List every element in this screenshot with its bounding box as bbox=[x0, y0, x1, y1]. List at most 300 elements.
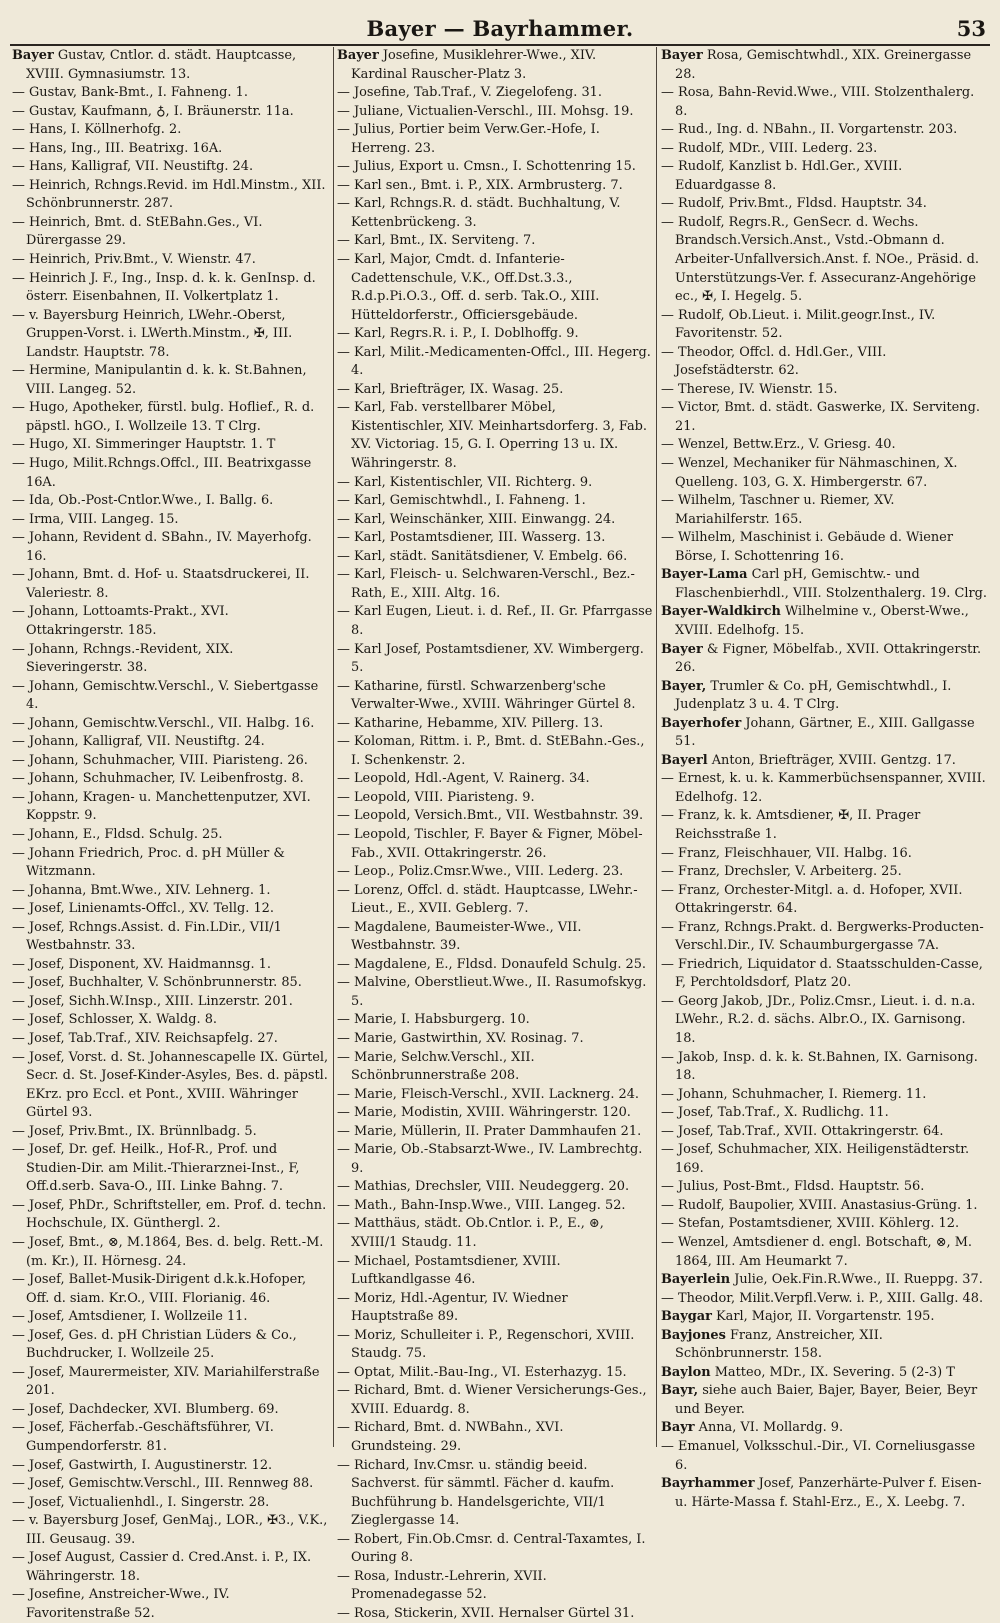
entry-text: Josef August, Cassier d. Cred.Anst. i. P., IX. Währingerstr. 18. bbox=[26, 1550, 316, 1584]
directory-entry bbox=[661, 381, 989, 400]
entry-text: Karl, Gemischtwhdl., I. Fahneng. 1. bbox=[354, 493, 586, 509]
directory-entry bbox=[337, 1290, 653, 1327]
directory-entry bbox=[12, 956, 330, 975]
directory-entry bbox=[661, 715, 989, 752]
entry-text: Georg Jakob, JDr., Poliz.Cmsr., Lieut. i. d. n.a. LWehr., R.2. d. sächs. Albr.O., IX. Garnisong. 18. bbox=[675, 993, 980, 1046]
entry-text: Josef, Bmt., ⊗, M.1864, Bes. d. belg. Rett.-M. (m. Kr.), II. Hörnesg. 24. bbox=[26, 1235, 328, 1269]
directory-entry bbox=[337, 1327, 653, 1364]
entry-text: Johann, Gemischtw.Verschl., V. Siebertgasse 4. bbox=[26, 678, 323, 713]
entry-text: Leopold, Hdl.-Agent, V. Rainerg. 34. bbox=[354, 771, 590, 787]
entry-text: Mathias, Drechsler, VIII. Neudeggerg. 20. bbox=[354, 1179, 630, 1195]
entry-text: Heinrich, Rchngs.Revid. im Hdl.Minstm., XII. Schönbrunnerstr. 287. bbox=[26, 177, 330, 212]
entry-text: Therese, IV. Wienstr. 15. bbox=[678, 381, 838, 397]
entry-text: Johann, Kalligraf, VII. Neustiftg. 24. bbox=[29, 734, 265, 750]
entry-text: Johann, Schuhmacher, I. Riemerg. 11. bbox=[678, 1086, 927, 1102]
entry-text: Josef, Fächerfab.-Geschäftsführer, VI. Gumpendorferstr. 81. bbox=[26, 1420, 278, 1455]
directory-entry bbox=[661, 1123, 989, 1142]
directory-entry bbox=[12, 641, 330, 678]
directory-entry bbox=[12, 1197, 330, 1234]
directory-entry bbox=[12, 566, 330, 603]
entry-text: Michael, Postamtsdiener, XVIII. Luftkandlgasse 46. bbox=[351, 1253, 565, 1288]
directory-entry bbox=[337, 826, 653, 863]
directory-entry bbox=[12, 399, 330, 436]
entry-text: Johann, Kragen- u. Manchettenputzer, XVI. Koppstr. 9. bbox=[26, 789, 315, 824]
directory-entry bbox=[661, 1290, 989, 1309]
entry-text: Emanuel, Volksschul.-Dir., VI. Corneliusgasse 6. bbox=[675, 1439, 980, 1473]
entry-text: Karl, Major, Cmdt. d. Infanterie-Cadettenschule, V.K., Off.Dst.3.3., R.d.p.Pi.O.3., Off. d. serb. Tak.O., XIII. Hütteldorferstr., Officiersgebäude. bbox=[351, 252, 604, 323]
directory-entry bbox=[661, 603, 989, 640]
entry-text: Wenzel, Mechaniker für Nähmaschinen, X. Quelleng. 103, G. X. Himbergerstr. 67. bbox=[675, 456, 962, 490]
entry-text: Rosa, Bahn-Revid.Wwe., VIII. Stolzenthalerg. 8. bbox=[675, 85, 979, 119]
directory-entry bbox=[337, 511, 653, 530]
directory-entry bbox=[337, 1457, 653, 1531]
entry-text: Karl, Bmt., IX. Serviteng. 7. bbox=[354, 233, 536, 249]
entry-surname: Bayer-Lama bbox=[661, 567, 748, 583]
directory-entry bbox=[661, 1178, 989, 1197]
entry-text: Victor, Bmt. d. städt. Gaswerke, IX. Serviteng. 21. bbox=[675, 400, 985, 434]
entry-text: Gustav, Kaufmann, ♁, I. Bräunerstr. 11a. bbox=[29, 103, 294, 119]
directory-entry bbox=[337, 1011, 653, 1030]
directory-entry bbox=[337, 715, 653, 734]
directory-entry bbox=[337, 566, 653, 603]
directory-entry bbox=[12, 715, 330, 734]
entry-text: Ida, Ob.-Post-Cntlor.Wwe., I. Ballg. 6. bbox=[29, 493, 274, 509]
entry-text: Josef, Dachdecker, XVI. Blumberg. 69. bbox=[29, 1401, 279, 1417]
entry-text: Anton, Briefträger, XVIII. Gentzg. 17. bbox=[707, 752, 956, 768]
entry-text: Jakob, Insp. d. k. k. St.Bahnen, IX. Garnisong. 18. bbox=[675, 1049, 982, 1084]
entry-text: Marie, Selchw.Verschl., XII. Schönbrunnerstraße 208. bbox=[351, 1049, 539, 1084]
entry-text: Rosa, Stickerin, XVII. Hernalser Gürtel 31. bbox=[354, 1605, 635, 1621]
entry-surname: Bayerl bbox=[661, 752, 708, 768]
entry-text: Josef, Priv.Bmt., IX. Brünnlbadg. 5. bbox=[29, 1123, 257, 1139]
entry-text: Karl, Weinschänker, XIII. Einwangg. 24. bbox=[354, 511, 616, 527]
entry-text: Johann Friedrich, Proc. d. pH Müller & Witzmann. bbox=[26, 845, 289, 880]
directory-entry bbox=[12, 529, 330, 566]
entry-text: Josef, Gemischtw.Verschl., III. Rennweg 88. bbox=[29, 1476, 314, 1492]
directory-entry bbox=[12, 47, 330, 84]
directory-entry bbox=[337, 789, 653, 808]
directory-entry bbox=[661, 1049, 989, 1086]
directory-entry bbox=[661, 140, 989, 159]
entry-text: Wilhelm, Taschner u. Riemer, XV. Mariahilferstr. 165. bbox=[675, 493, 899, 527]
directory-entry bbox=[12, 1011, 330, 1030]
directory-entry bbox=[337, 770, 653, 789]
entry-text: Josef, Disponent, XV. Haidmannsg. 1. bbox=[29, 956, 271, 972]
entry-text: Josef, Rchngs.Assist. d. Fin.LDir., VII/1 Westbahnstr. 33. bbox=[26, 919, 286, 954]
directory-entry bbox=[337, 399, 653, 473]
directory-entry bbox=[12, 900, 330, 919]
directory-entry bbox=[337, 325, 653, 344]
entry-text: Rudolf, Ob.Lieut. i. Milit.geogr.Inst., IV. Favoritenstr. 52. bbox=[675, 307, 940, 342]
entry-text: Franz, Rchngs.Prakt. d. Bergwerks-Producten-Verschl.Dir., IV. Schaumburgergasse 7A. bbox=[675, 919, 984, 954]
directory-entry bbox=[337, 251, 653, 325]
entry-surname: Bayer-Waldkirch bbox=[661, 604, 781, 620]
directory-entry bbox=[337, 232, 653, 251]
column-1 bbox=[12, 47, 333, 1621]
directory-entry bbox=[661, 1438, 989, 1475]
directory-entry bbox=[337, 158, 653, 177]
directory-entry bbox=[12, 789, 330, 826]
directory-entry bbox=[12, 436, 330, 455]
entry-text: Johann, Gärtner, E., XIII. Gallgasse 51. bbox=[675, 715, 979, 750]
entry-text: Hugo, XI. Simmeringer Hauptstr. 1. T bbox=[29, 437, 276, 453]
directory-entry bbox=[12, 270, 330, 307]
entry-text: Math., Bahn-Insp.Wwe., VIII. Langeg. 52. bbox=[354, 1197, 626, 1213]
entry-text: Lorenz, Offcl. d. städt. Hauptcasse, LWehr.-Lieut., E., XVII. Geblerg. 7. bbox=[351, 882, 638, 917]
directory-entry bbox=[12, 678, 330, 715]
entry-text: Leopold, Versich.Bmt., VII. Westbahnstr. 39. bbox=[354, 808, 644, 824]
directory-entry bbox=[337, 84, 653, 103]
entry-text: Leop., Poliz.Cmsr.Wwe., VIII. Lederg. 23. bbox=[354, 864, 624, 880]
directory-entry bbox=[12, 1364, 330, 1401]
entry-text: Josefine, Musiklehrer-Wwe., XIV. Kardinal Rauscher-Platz 3. bbox=[351, 48, 601, 82]
directory-entry bbox=[661, 492, 989, 529]
entry-text: Josef, Buchhalter, V. Schönbrunnerstr. 85. bbox=[29, 975, 302, 991]
directory-entry bbox=[661, 436, 989, 455]
entry-text: Josef, Sichh.W.Insp., XIII. Linzerstr. 201. bbox=[29, 993, 293, 1009]
entry-surname: Baylon bbox=[661, 1364, 711, 1380]
entry-text: Karl Josef, Postamtsdiener, XV. Wimbergerg. 5. bbox=[351, 641, 649, 676]
entry-text: Hugo, Apotheker, fürstl. bulg. Hoflief., R. d. päpstl. hGO., I. Wollzeile 13. T Clrg. bbox=[26, 400, 319, 434]
column-divider bbox=[656, 47, 657, 1447]
entry-text: Karl, städt. Sanitätsdiener, V. Embelg. 66. bbox=[354, 548, 628, 564]
entry-text: Josef, PhDr., Schriftsteller, em. Prof. d. techn. Hochschule, IX. Günthergl. 2. bbox=[26, 1197, 331, 1232]
directory-entry bbox=[337, 1382, 653, 1419]
directory-entry bbox=[661, 1364, 989, 1383]
directory-entry bbox=[12, 511, 330, 530]
entry-text: Karl, Briefträger, IX. Wasag. 25. bbox=[354, 381, 564, 397]
entry-text: Rudolf, Kanzlist b. Hdl.Ger., XVIII. Eduardgasse 8. bbox=[675, 159, 907, 193]
entry-text: Josef, Schlosser, X. Waldg. 8. bbox=[29, 1012, 218, 1028]
directory-entry bbox=[12, 307, 330, 363]
entry-list bbox=[12, 47, 333, 1623]
entry-text: Josef, Linienamts-Offcl., XV. Tellg. 12. bbox=[29, 901, 274, 917]
entry-text: Franz, Drechsler, V. Arbeiterg. 25. bbox=[678, 864, 902, 880]
directory-entry bbox=[661, 770, 989, 807]
column-3 bbox=[661, 47, 990, 1510]
entry-text: Julius, Post-Bmt., Fldsd. Hauptstr. 56. bbox=[678, 1179, 925, 1195]
directory-entry bbox=[12, 1123, 330, 1142]
directory-entry bbox=[12, 177, 330, 214]
entry-text: Hans, I. Köllnerhofg. 2. bbox=[29, 122, 182, 138]
directory-entry bbox=[661, 84, 989, 121]
entry-text: Rudolf, MDr., VIII. Lederg. 23. bbox=[678, 140, 878, 156]
directory-entry bbox=[12, 1586, 330, 1623]
entry-text: siehe auch Baier, Bajer, Bayer, Beier, Beyr und Beyer. bbox=[675, 1383, 982, 1417]
entry-list bbox=[337, 47, 657, 1623]
entry-text: Karl, Fleisch- u. Selchwaren-Verschl., Bez.-Rath, E., XIII. Altg. 16. bbox=[351, 567, 635, 601]
directory-entry bbox=[661, 863, 989, 882]
entry-text: Heinrich J. F., Ing., Insp. d. k. k. GenInsp. d. österr. Eisenbahnen, II. Volkertplatz 1. bbox=[26, 270, 320, 305]
directory-entry bbox=[12, 1141, 330, 1197]
column-divider bbox=[333, 47, 334, 1447]
entry-text: Gustav, Bank-Bmt., I. Fahneng. 1. bbox=[29, 85, 248, 101]
entry-text: Karl, Regrs.R. i. P., I. Doblhoffg. 9. bbox=[354, 326, 579, 342]
entry-text: Rudolf, Priv.Bmt., Fldsd. Hauptstr. 34. bbox=[678, 196, 927, 212]
entry-text: Johann, Gemischtw.Verschl., VII. Halbg. 16. bbox=[29, 715, 315, 731]
entry-text: Karl sen., Bmt. i. P., XIX. Armbrusterg. 7. bbox=[354, 177, 623, 193]
directory-entry bbox=[337, 733, 653, 770]
directory-entry bbox=[661, 566, 989, 603]
entry-text: Malvine, Oberstlieut.Wwe., II. Rasumofskyg. 5. bbox=[351, 975, 651, 1009]
entry-surname: Bayjones bbox=[661, 1327, 726, 1343]
entry-text: Leopold, VIII. Piaristeng. 9. bbox=[354, 789, 535, 805]
directory-entry bbox=[337, 344, 653, 381]
entry-text: Johann, Lottoamts-Prakt., XVI. Ottakringerstr. 185. bbox=[26, 604, 233, 638]
entry-text: Josef, Tab.Traf., XIV. Reichsapfelg. 27. bbox=[29, 1030, 278, 1046]
entry-text: Marie, Müllerin, II. Prater Dammhaufen 21. bbox=[354, 1123, 642, 1139]
entry-text: Juliane, Victualien-Verschl., III. Mohsg. 19. bbox=[354, 103, 634, 119]
directory-entry bbox=[12, 214, 330, 251]
entry-text: Matthäus, städt. Ob.Cntlor. i. P., E., ⊛, XVIII/1 Staudg. 11. bbox=[351, 1216, 608, 1250]
entry-text: Richard, Bmt. d. Wiener Versicherungs-Ges., XVIII. Eduardg. 8. bbox=[351, 1383, 651, 1417]
directory-entry bbox=[12, 140, 330, 159]
entry-text: Josefine, Tab.Traf., V. Ziegelofeng. 31. bbox=[354, 85, 602, 101]
directory-entry bbox=[337, 1104, 653, 1123]
directory-entry bbox=[337, 1030, 653, 1049]
entry-surname: Bayer, bbox=[661, 678, 707, 694]
directory-entry bbox=[12, 919, 330, 956]
directory-entry bbox=[12, 733, 330, 752]
directory-entry bbox=[12, 974, 330, 993]
entry-text: Josefine, Anstreicher-Wwe., IV. Favoritenstraße 52. bbox=[26, 1587, 234, 1621]
directory-entry bbox=[661, 1086, 989, 1105]
directory-entry bbox=[661, 993, 989, 1049]
directory-entry bbox=[661, 195, 989, 214]
directory-entry bbox=[661, 158, 989, 195]
entry-text: Marie, Gastwirthin, XV. Rosinag. 7. bbox=[354, 1030, 584, 1046]
directory-entry bbox=[12, 1327, 330, 1364]
entry-text: Karl, Milit.-Medicamenten-Offcl., III. Hegerg. 4. bbox=[351, 344, 655, 379]
directory-entry bbox=[661, 455, 989, 492]
directory-entry bbox=[337, 1568, 653, 1605]
entry-surname: Bayrhammer bbox=[661, 1476, 755, 1492]
directory-entry bbox=[337, 121, 653, 158]
directory-entry bbox=[337, 1364, 653, 1383]
entry-text: Wilhelm, Maschinist i. Gebäude d. Wiener Börse, I. Schottenring 16. bbox=[675, 530, 958, 564]
entry-text: v. Bayersburg Josef, GenMaj., LOR., ✠3., V.K., III. Geusaug. 39. bbox=[26, 1513, 332, 1547]
entry-text: Trumler & Co. pH, Gemischtwhdl., I. Judenplatz 3 u. 4. T Clrg. bbox=[675, 678, 956, 713]
directory-entry bbox=[12, 770, 330, 789]
entry-text: Karl, Major, II. Vorgartenstr. 195. bbox=[711, 1309, 935, 1325]
entry-surname: Bayr bbox=[661, 1420, 695, 1436]
directory-entry bbox=[12, 103, 330, 122]
directory-entry bbox=[337, 641, 653, 678]
directory-entry bbox=[337, 1178, 653, 1197]
directory-entry bbox=[12, 455, 330, 492]
directory-entry bbox=[661, 1419, 989, 1438]
entry-text: Johann, Schuhmacher, VIII. Piaristeng. 26. bbox=[29, 752, 308, 768]
directory-entry bbox=[337, 1419, 653, 1456]
entry-text: Carl pH, Gemischtw.- und Flaschenbierhdl., VIII. Stolzenthalerg. 19. Clrg. bbox=[675, 567, 987, 601]
directory-entry bbox=[661, 845, 989, 864]
entry-text: Wilhelmine v., Oberst-Wwe., XVIII. Edelhofg. 15. bbox=[675, 604, 973, 638]
directory-entry bbox=[337, 603, 657, 640]
directory-entry bbox=[12, 492, 330, 511]
entry-text: Karl Eugen, Lieut. i. d. Ref., II. Gr. Pfarrgasse 8. bbox=[351, 604, 657, 638]
directory-entry bbox=[337, 1253, 653, 1290]
entry-text: Wenzel, Bettw.Erz., V. Griesg. 40. bbox=[678, 437, 896, 453]
directory-entry bbox=[661, 1234, 989, 1271]
directory-entry bbox=[12, 1271, 330, 1308]
entry-text: Marie, Fleisch-Verschl., XVII. Lacknerg. 24. bbox=[354, 1086, 640, 1102]
directory-entry bbox=[12, 1401, 330, 1420]
directory-entry bbox=[661, 1308, 989, 1327]
entry-text: Heinrich, Priv.Bmt., V. Wienstr. 47. bbox=[29, 252, 256, 268]
entry-text: Matteo, MDr., IX. Severing. 5 (2-3) T bbox=[710, 1364, 955, 1380]
directory-entry bbox=[337, 1086, 653, 1105]
directory-entry bbox=[661, 919, 989, 956]
entry-text: Josef, Vorst. d. St. Johannescapelle IX. Gürtel, Secr. d. St. Josef-Kinder-Asyles, Bes. d. päpstl. EKrz. pro Eccl. et Pont., XVIII. Währinger Gürtel 93. bbox=[26, 1049, 333, 1121]
directory-entry bbox=[661, 807, 989, 844]
directory-entry bbox=[337, 974, 653, 1011]
entry-text: Karl, Rchngs.R. d. städt. Buchhaltung, V. Kettenbrückeng. 3. bbox=[351, 196, 625, 230]
directory-entry bbox=[661, 678, 989, 715]
directory-entry bbox=[337, 47, 653, 84]
entry-surname: Bayer bbox=[661, 641, 703, 657]
entry-text: Josef, Victualienhdl., I. Singerstr. 28. bbox=[29, 1494, 270, 1510]
directory-entry bbox=[661, 529, 989, 566]
directory-entry bbox=[337, 919, 653, 956]
entry-text: Hugo, Milit.Rchngs.Offcl., III. Beatrixgasse 16A. bbox=[26, 456, 316, 490]
running-title: Bayer — Bayrhammer. bbox=[366, 16, 634, 41]
directory-entry bbox=[337, 529, 653, 548]
entry-text: Richard, Bmt. d. NWBahn., XVI. Grundsteing. 29. bbox=[351, 1420, 568, 1455]
entry-surname: Bayerhofer bbox=[661, 715, 742, 731]
entry-text: Johann, Schuhmacher, IV. Leibenfrostg. 8. bbox=[29, 771, 304, 787]
entry-text: Anna, VI. Mollardg. 9. bbox=[694, 1420, 844, 1436]
entry-text: Marie, Ob.-Stabsarzt-Wwe., IV. Lambrechtg. 9. bbox=[351, 1142, 647, 1176]
entry-text: v. Bayersburg Heinrich, LWehr.-Oberst, Gruppen-Vorst. i. LWerth.Minstm., ✠, III. Landstr. Hauptstr. 78. bbox=[26, 307, 297, 360]
directory-entry bbox=[12, 1475, 330, 1494]
directory-entry bbox=[661, 214, 989, 307]
directory-entry bbox=[12, 993, 330, 1012]
entry-text: Hans, Ing., III. Beatrixg. 16A. bbox=[29, 140, 223, 156]
directory-entry bbox=[12, 603, 330, 640]
entry-text: Friedrich, Liquidator d. Staatsschulden-Casse, F, Perchtoldsdorf, Platz 20. bbox=[675, 956, 987, 991]
directory-entry bbox=[661, 882, 989, 919]
entry-text: Josef, Maurermeister, XIV. Mariahilferstraße 201. bbox=[26, 1364, 324, 1399]
entry-text: Gustav, Cntlor. d. städt. Hauptcasse, XVIII. Gymnasiumstr. 13. bbox=[26, 48, 301, 82]
page-header bbox=[0, 6, 1000, 42]
entry-text: Theodor, Milit.Verpfl.Verw. i. P., XIII. Gallg. 48. bbox=[678, 1290, 984, 1306]
directory-entry bbox=[12, 1234, 330, 1271]
directory-entry bbox=[12, 1549, 330, 1586]
directory-entry bbox=[661, 1271, 989, 1290]
directory-entry bbox=[661, 47, 989, 84]
entry-text: Franz, Anstreicher, XII. Schönbrunnerstr. 158. bbox=[675, 1327, 888, 1362]
directory-entry bbox=[661, 1104, 989, 1123]
directory-entry bbox=[337, 474, 653, 493]
directory-entry bbox=[12, 1494, 330, 1513]
entry-text: Julius, Portier beim Verw.Ger.-Hofe, I. Herreng. 23. bbox=[351, 122, 604, 156]
entry-text: Wenzel, Amtsdiener d. engl. Botschaft, ⊗, M. 1864, III. Am Heumarkt 7. bbox=[675, 1235, 977, 1269]
entry-text: Rosa, Industr.-Lehrerin, XVII. Promenadegasse 52. bbox=[351, 1568, 551, 1603]
directory-entry bbox=[12, 158, 330, 177]
entry-text: Katharine, Hebamme, XIV. Pillerg. 13. bbox=[354, 715, 604, 731]
entry-list bbox=[661, 47, 989, 1512]
directory-entry bbox=[12, 1419, 330, 1456]
entry-text: Rud., Ing. d. NBahn., II. Vorgartenstr. 203. bbox=[678, 122, 958, 138]
entry-text: Josef, Amtsdiener, I. Wollzeile 11. bbox=[29, 1309, 248, 1325]
entry-text: Franz, k. k. Amtsdiener, ✠, II. Prager Reichsstraße 1. bbox=[675, 808, 925, 842]
directory-entry bbox=[12, 251, 330, 270]
entry-text: Leopold, Tischler, F. Bayer & Figner, Möbel-Fab., XVII. Ottakringerstr. 26. bbox=[351, 826, 643, 861]
entry-text: Theodor, Offcl. d. Hdl.Ger., VIII. Josefstädterstr. 62. bbox=[675, 344, 891, 379]
entry-text: Optat, Milit.-Bau-Ing., VI. Esterhazyg. 15. bbox=[354, 1364, 627, 1380]
entry-text: Johann, E., Fldsd. Schulg. 25. bbox=[29, 826, 223, 842]
entry-text: Julius, Export u. Cmsn., I. Schottenring 15. bbox=[354, 159, 636, 175]
entry-text: Hermine, Manipulantin d. k. k. St.Bahnen, VIII. Langeg. 52. bbox=[26, 363, 311, 397]
entry-text: Johann, Revident d. SBahn., IV. Mayerhofg. 16. bbox=[26, 530, 316, 564]
entry-text: Robert, Fin.Ob.Cmsr. d. Central-Taxamtes, I. Ouring 8. bbox=[351, 1531, 650, 1566]
directory-entry bbox=[661, 752, 989, 771]
directory-entry bbox=[661, 121, 989, 140]
directory-entry bbox=[337, 678, 653, 715]
directory-entry bbox=[337, 863, 653, 882]
directory-entry bbox=[12, 1030, 330, 1049]
directory-entry bbox=[337, 882, 653, 919]
entry-text: Johann, Rchngs.-Revident, XIX. Sieveringerstr. 38. bbox=[26, 641, 238, 676]
entry-text: Richard, Inv.Cmsr. u. ständig beeid. Sachverst. für sämmtl. Fächer d. kaufm. Buchführung b. Handelsgerichte, VII/1 Zieglergasse 14. bbox=[351, 1457, 619, 1529]
entry-text: Rudolf, Baupolier, XVIII. Anastasius-Grüng. 1. bbox=[678, 1197, 978, 1213]
directory-entry bbox=[661, 956, 989, 993]
directory-entry bbox=[661, 307, 989, 344]
directory-entry bbox=[12, 362, 330, 399]
entry-text: Josef, Ges. d. pH Christian Lüders & Co., Buchdrucker, I. Wollzeile 25. bbox=[26, 1327, 301, 1362]
directory-entry bbox=[337, 195, 653, 232]
column-2 bbox=[337, 47, 657, 1621]
entry-text: Rudolf, Regrs.R., GenSecr. d. Wechs. Brandsch.Versich.Anst., Vstd.-Obmann d. Arbeiter-Unfallversich.Anst. f. NOe., Präsid. d. Unterstützungs-Ver. f. Assecuranz-Angehörige ec., ✠, I. Hegelg. 5. bbox=[675, 214, 984, 305]
directory-entry bbox=[12, 752, 330, 771]
directory-entry bbox=[661, 641, 989, 678]
entry-surname: Bayer bbox=[12, 48, 54, 63]
entry-text: Heinrich, Bmt. d. StEBahn.Ges., VI. Dürergasse 29. bbox=[26, 214, 267, 249]
entry-text: Ernest, k. u. k. Kammerbüchsenspanner, XVIII. Edelhofg. 12. bbox=[675, 771, 990, 805]
entry-text: Moriz, Hdl.-Agentur, IV. Wiedner Hauptstraße 89. bbox=[351, 1290, 572, 1325]
directory-entry bbox=[12, 845, 330, 882]
directory-entry bbox=[12, 1308, 330, 1327]
directory-entry bbox=[12, 84, 330, 103]
directory-entry bbox=[337, 807, 653, 826]
directory-entry bbox=[12, 121, 330, 140]
entry-text: Josef, Schuhmacher, XIX. Heiligenstädterstr. 169. bbox=[675, 1142, 974, 1176]
directory-entry bbox=[661, 1382, 989, 1419]
directory-entry bbox=[337, 1123, 653, 1142]
entry-text: Josef, Tab.Traf., X. Rudlichg. 11. bbox=[678, 1105, 889, 1121]
directory-entry bbox=[337, 1049, 653, 1086]
directory-entry bbox=[337, 1531, 653, 1568]
directory-entry bbox=[337, 956, 653, 975]
entry-surname: Baygar bbox=[661, 1309, 712, 1325]
entry-text: Marie, Modistin, XVIII. Währingerstr. 120. bbox=[354, 1105, 631, 1121]
directory-entry bbox=[337, 1197, 653, 1216]
entry-text: Stefan, Postamtsdiener, XVIII. Köhlerg. 12. bbox=[678, 1216, 960, 1232]
entry-surname: Bayerlein bbox=[661, 1272, 731, 1288]
entry-text: Katharine, fürstl. Schwarzenberg'sche Verwalter-Wwe., XVIII. Währinger Gürtel 8. bbox=[351, 678, 636, 713]
entry-text: Karl, Kistentischler, VII. Richterg. 9. bbox=[354, 474, 593, 490]
entry-text: Irma, VIII. Langeg. 15. bbox=[29, 511, 179, 527]
header-rule bbox=[10, 44, 990, 46]
entry-text: Josef, Dr. gef. Heilk., Hof-R., Prof. und Studien-Dir. am Milit.-Thierarznei-Inst., F, Off.d.serb. Sava-O., III. Linke Bahng. 7. bbox=[26, 1142, 304, 1195]
entry-surname: Bayer bbox=[337, 48, 379, 63]
directory-entry bbox=[12, 1512, 330, 1549]
entry-text: Karl, Fab. verstellbarer Möbel, Kistentischler, XIV. Meinhartsdorferg. 3, Fab. XV. Victoriag. 15, G. I. Operring 13 u. IX. Währingerstr. 8. bbox=[351, 400, 652, 472]
entry-text: Rosa, Gemischtwhdl., XIX. Greinergasse 28. bbox=[675, 48, 976, 82]
directory-entry bbox=[337, 381, 653, 400]
directory-entry bbox=[661, 1197, 989, 1216]
entry-text: Magdalene, E., Fldsd. Donaufeld Schulg. 25. bbox=[354, 956, 647, 972]
